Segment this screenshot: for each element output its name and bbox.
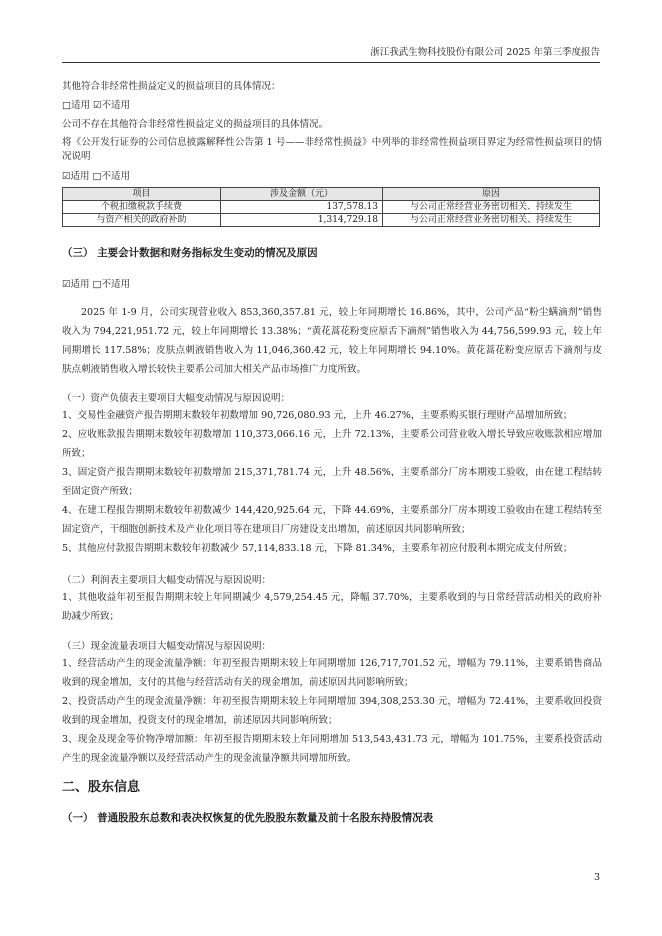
cash-title: （三）现金流量表项目大幅变动情况与原因说明： [62,641,272,652]
table-row [63,214,600,227]
balance-item: 2、应收账款报告期期末数较年初数增加 110,373,066.16 元，上升 72.13%，主要系公司营业收入增长导致应收账款相应增加所致； [62,429,602,459]
table-row [63,201,600,214]
page-header [62,38,600,63]
table-header-row [63,188,600,201]
table-cell: 个税扣缴税款手续费 [63,201,221,214]
section3-choice: ☑适用 □不适用 [62,279,131,290]
balance-item: 1、交易性金融资产报告期期末数较年初数增加 90,726,080.93 元，上升 46.27%，主要系购买银行理财产品增加所致； [62,410,573,421]
income-title: （二）利润表主要项目大幅变动情况与原因说明： [62,575,272,586]
balance-title: （一）资产负债表主要项目大幅变动情况与原因说明： [62,393,291,404]
table-cell: 与公司正常经营业务密切相关、持续发生 [383,214,600,227]
header-title: 浙江我武生物科技股份有限公司 2025 年第三季度报告 [370,47,600,58]
cash-item: 3、现金及现金等价物净增加额：年初至报告期期末较上年同期增加 513,543,431.73 元，增幅为 101.75%，主要系投资活动产生的现金流量净额以及经营活动产生的现金流量净额共同增加所致。 [62,734,602,764]
table-cell: 1,314,729.18 [221,214,383,227]
table-cell: 137,578.13 [221,201,383,214]
balance-item: 3、固定资产报告期期末数较年初数增加 215,371,781.74 元，上升 48.56%，主要系部分厂房本期竣工验收，由在建工程结转至固定资产所致； [62,467,602,497]
table-header-cell: 项目 [63,188,221,201]
cash-item: 1、经营活动产生的现金流量净额：年初至报告期期末较上年同期增加 126,717,701.52 元，增幅为 79.11%，主要系销售商品收到的现金增加，支付的其他与经营活动有关的现金增加，前述原因共同影响所致； [62,658,602,688]
table-cell: 与公司正常经营业务密切相关、持续发生 [383,201,600,214]
rule-text: 将《公开发行证券的公司信息披露解释性公告第 1 号——非经常性损益》中列举的非经常性损益项目界定为经常性损益项目的情况说明 [62,137,602,162]
other-intro: 其他符合非经常性损益定义的损益项目的具体情况： [62,81,281,92]
shareholders-title: 二、股东信息 [62,780,141,795]
none-text: 公司不存在其他符合非经常性损益定义的损益项目的具体情况。 [62,119,329,130]
section3-title: （三） 主要会计数据和财务指标发生变动的情况及原因 [62,247,318,259]
revenue-summary: 2025 年 1-9 月，公司实现营业收入 853,360,357.81 元，较上年同期增长 16.86%，其中，公司产品“粉尘螨滴剂”销售收入为 794,221,951.72 元，较上年同期增长 13.38%；“黄花蒿花粉变应原舌下滴剂”销售收入为 44,756,599.93 元，较上年同期增长 117.58%；皮肤点刺液销售收入为 11,046,360.42 元，较上年同期增长 94.10%。黄花蒿花粉变应原舌下滴剂与皮肤点刺液销售收入增长较快主要系公司加大相关产品市场推广力度所致。 [62,307,602,375]
table-cell: 与资产相关的政府补助 [63,214,221,227]
page-number: 3 [594,872,601,883]
checkbox-choice-2: ☑适用 □不适用 [62,171,131,182]
nonrecurring-table [62,187,600,227]
balance-item: 5、其他应付款报告期期末数较年初数减少 57,114,833.18 元，下降 81.34%，主要系年初应付股利本期完成支付所致； [62,543,573,554]
balance-item: 4、在建工程报告期期末数较年初数减少 144,420,925.64 元，下降 44.69%，主要系部分厂房本期竣工验收由在建工程结转至固定资产，干细胞创新技术及产业化项目等在建项目厂房建设支出增加，前述原因共同影响所致； [62,505,602,535]
table-header-cell: 原因 [383,188,600,201]
checkbox-choice-1: □适用 ☑不适用 [62,100,131,111]
income-item: 1、其他收益年初至报告期期末较上年同期减少 4,579,254.45 元，降幅 37.70%，主要系收到的与日常经营活动相关的政府补助减少所致； [62,592,602,622]
shareholders-subtitle: （一） 普通股股东总数和表决权恢复的优先股股东数量及前十名股东持股情况表 [62,812,434,824]
table-header-cell: 涉及金额（元） [221,188,383,201]
cash-item: 2、投资活动产生的现金流量净额：年初至报告期期末较上年同期增加 394,308,253.30 元，增幅为 72.41%，主要系收回投资收到的现金增加，投资支付的现金增加，前述原因共同影响所致； [62,696,602,726]
